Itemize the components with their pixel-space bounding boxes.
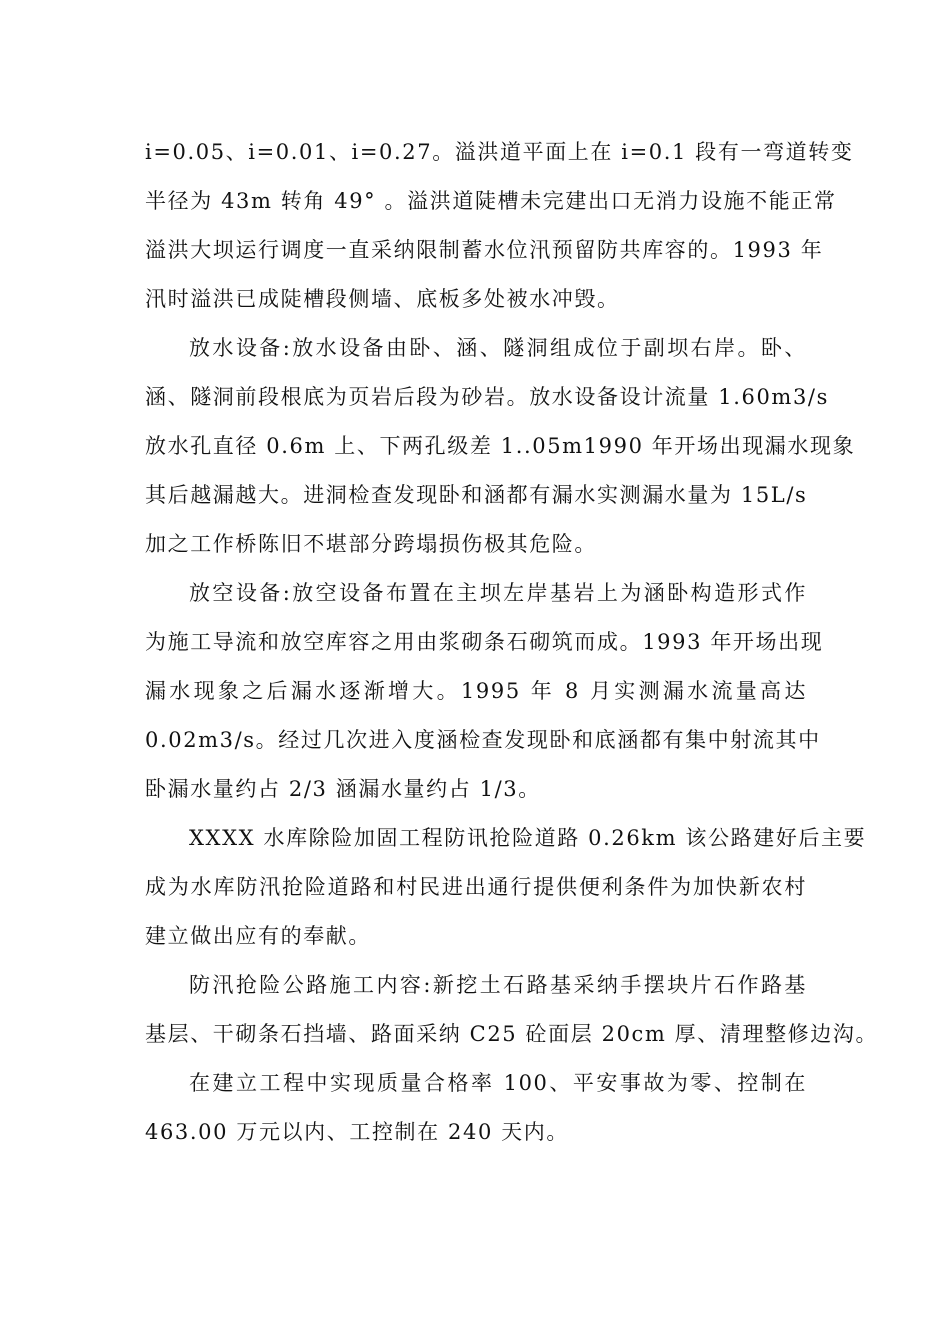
text-line: 为施工导流和放空库容之用由浆砌条石砌筑而成。1993 年开场出现 xyxy=(145,630,824,654)
text-line: 漏水现象之后漏水逐渐增大。1995 年 8 月实测漏水流量高达 xyxy=(145,679,807,703)
text-line: 0.02m3/s。经过几次进入度涵检查发现卧和底涵都有集中射流其中 xyxy=(145,728,821,752)
text-line: 成为水库防汛抢险道路和村民进出通行提供便利条件为加快新农村 xyxy=(145,875,807,899)
text-line: 汛时溢洪已成陡槽段侧墙、底板多处被水冲毁。 xyxy=(145,287,620,311)
text-line: 半径为 43m 转角 49° 。溢洪道陡槽未完建出口无消力设施不能正常 xyxy=(145,189,837,213)
text-line: 涵、隧洞前段根底为页岩后段为砂岩。放水设备设计流量 1.60m3/s xyxy=(145,385,829,409)
paragraph-drain-facility xyxy=(145,569,824,814)
text-line: 防汛抢险公路施工内容:新挖土石路基采纳手摆块片石作路基 xyxy=(189,973,807,997)
text-line: 加之工作桥陈旧不堪部分跨塌损伤极其危险。 xyxy=(145,532,597,556)
document-body xyxy=(145,128,879,1157)
text-line: 卧漏水量约占 2/3 涵漏水量约占 1/3。 xyxy=(145,777,541,801)
paragraph-road-construction xyxy=(145,961,879,1059)
text-line: 在建立工程中实现质量合格率 100、平安事故为零、控制在 xyxy=(189,1071,807,1095)
text-line: XXXX 水库除险加固工程防讯抢险道路 0.26km 该公路建好后主要 xyxy=(189,826,867,850)
text-line: 其后越漏越大。进洞检查发现卧和涵都有漏水实测漏水量为 15L/s xyxy=(145,483,808,507)
text-line: 建立做出应有的奉献。 xyxy=(145,924,371,948)
text-line: 放水设备:放水设备由卧、涵、隧洞组成位于副坝右岸。卧、 xyxy=(189,336,807,360)
paragraph-outlet-facility xyxy=(145,324,856,569)
text-line: 溢洪大坝运行调度一直采纳限制蓄水位汛预留防共库容的。1993 年 xyxy=(145,238,824,262)
paragraph-flood-road xyxy=(145,814,867,961)
text-line: i=0.05、i=0.01、i=0.27。溢洪道平面上在 i=0.1 段有一弯道转变 xyxy=(145,140,854,164)
text-line: 基层、干砌条石挡墙、路面采纳 C25 砼面层 20cm 厚、清理整修边沟。 xyxy=(145,1022,879,1046)
text-line: 放空设备:放空设备布置在主坝左岸基岩上为涵卧构造形式作 xyxy=(189,581,807,605)
paragraph-spillway xyxy=(145,128,854,324)
text-line: 放水孔直径 0.6m 上、下两孔级差 1..05m1990 年开场出现漏水现象 xyxy=(145,434,856,458)
paragraph-project-goals xyxy=(145,1059,807,1157)
text-line: 463.00 万元以内、工控制在 240 天内。 xyxy=(145,1120,569,1144)
